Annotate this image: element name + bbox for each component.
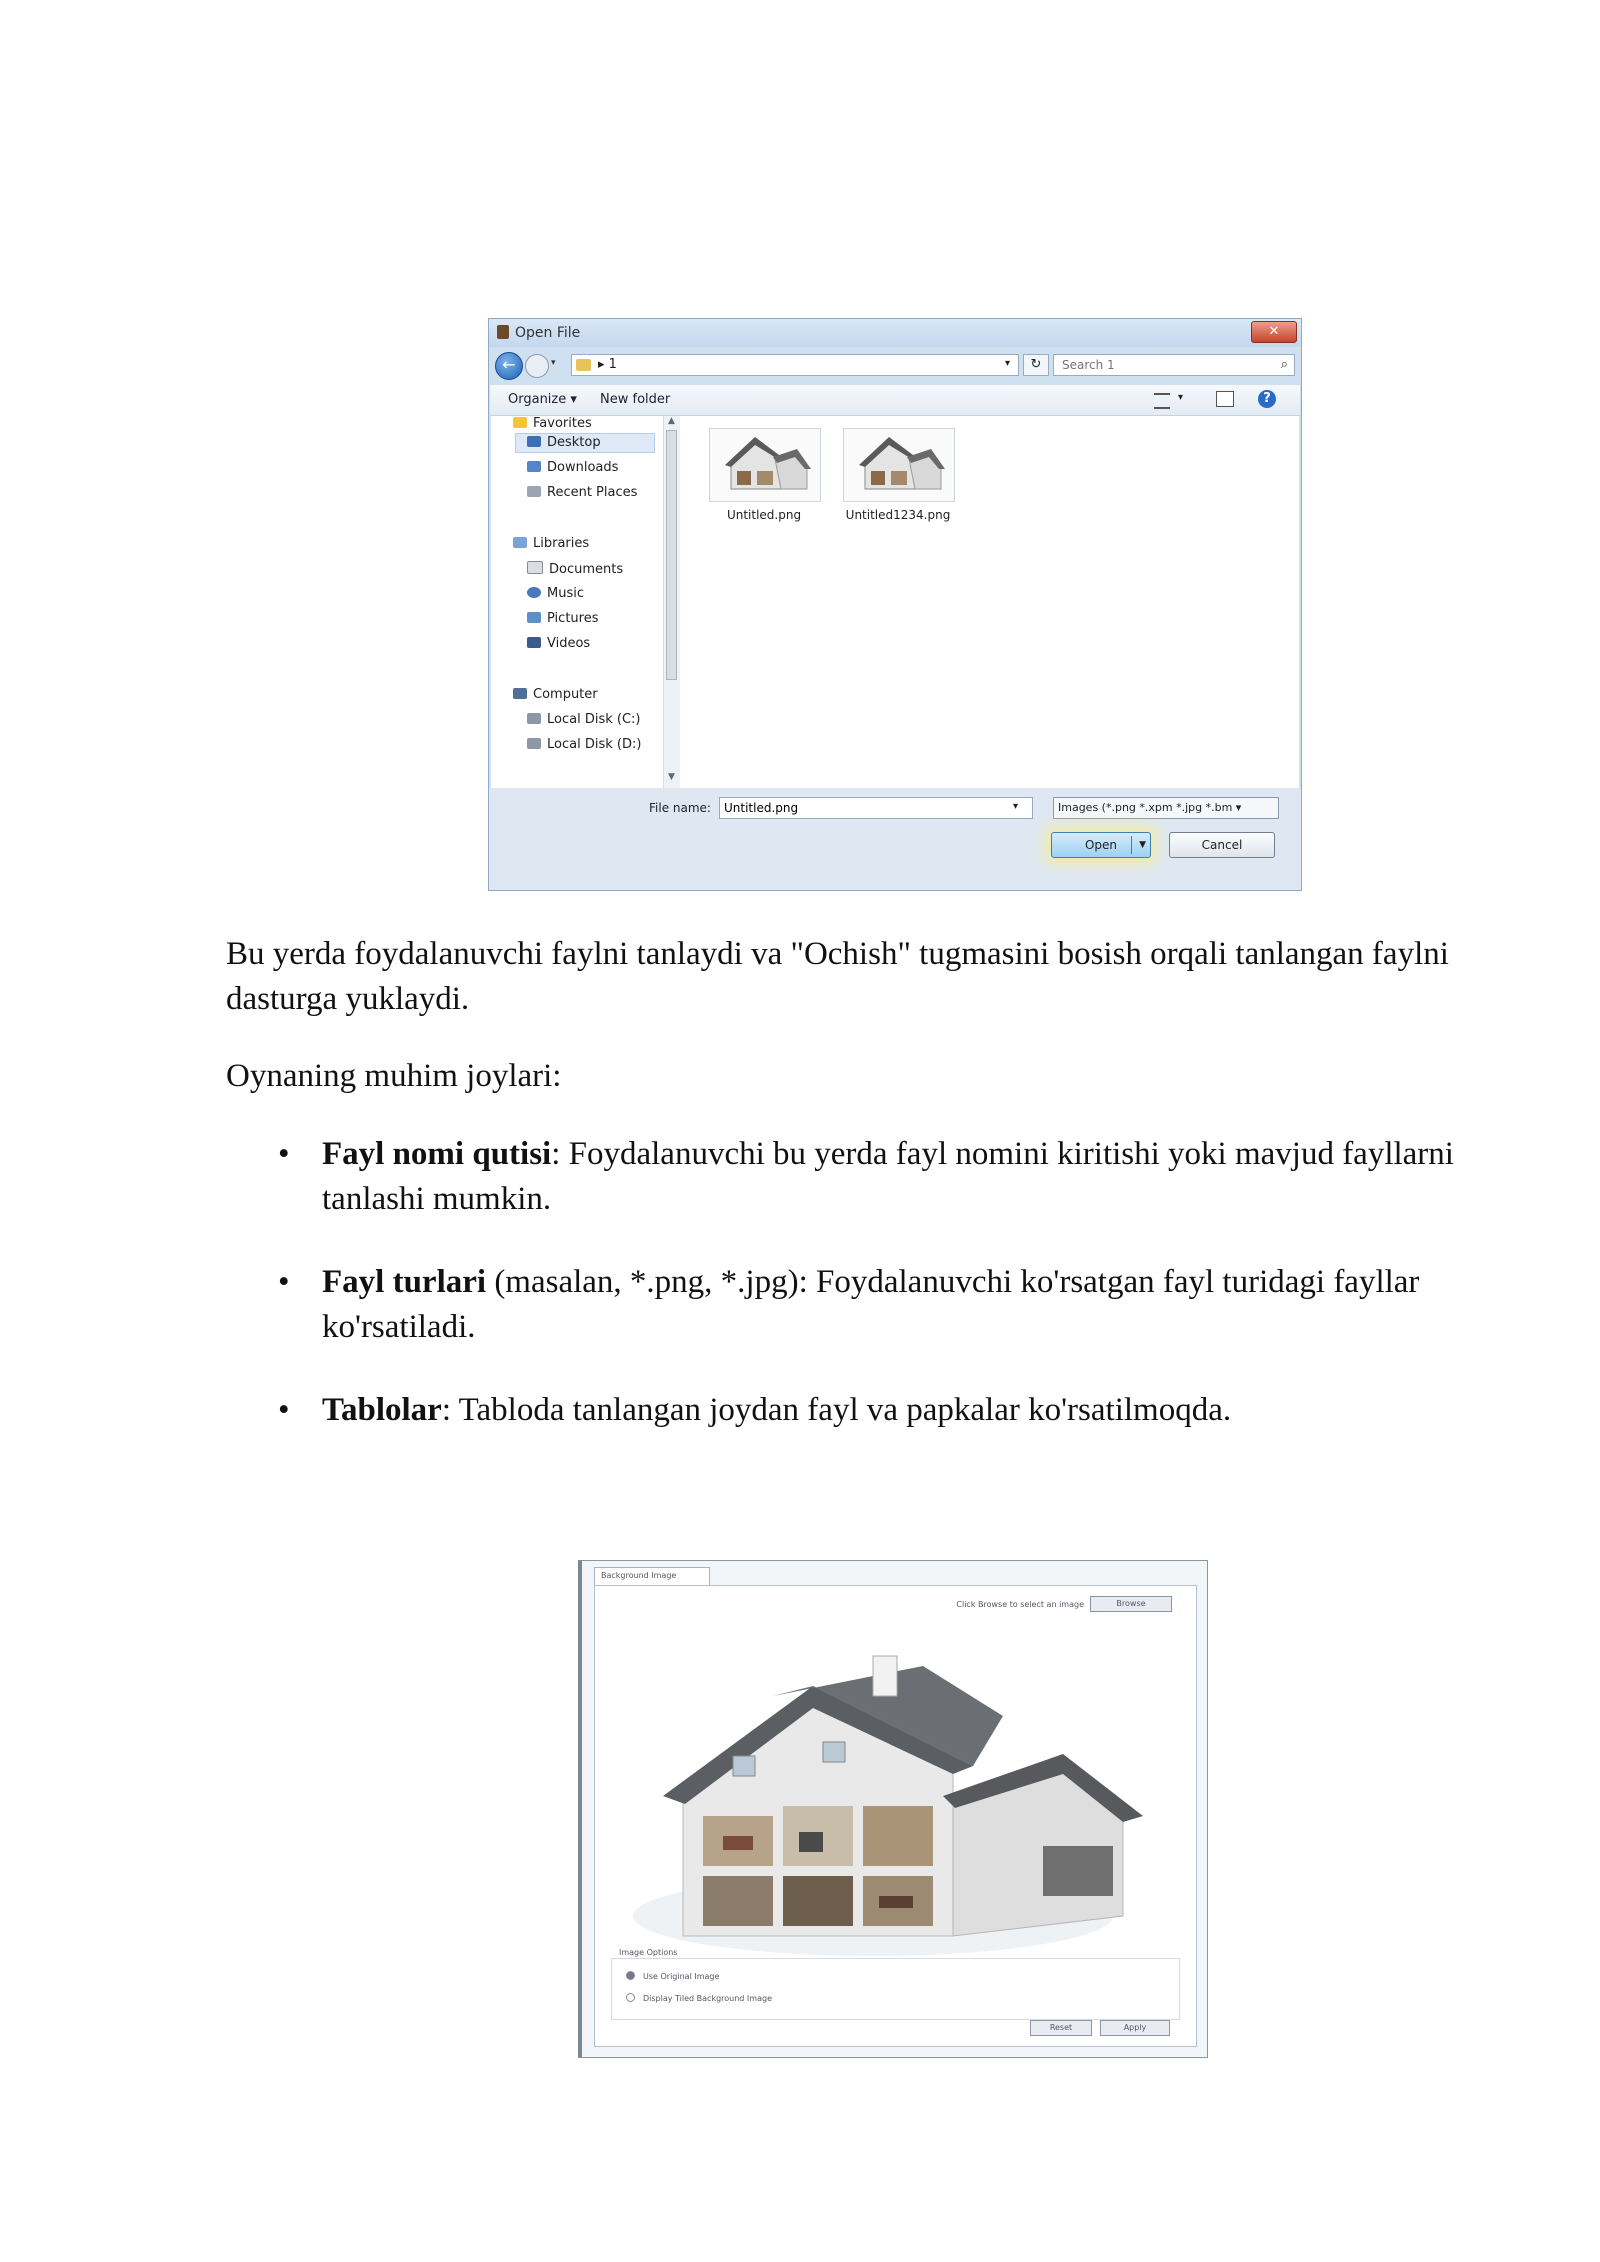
background-image-panel-screenshot: [578, 1560, 1208, 2058]
star-icon: [513, 417, 527, 428]
nav-label: Videos: [547, 636, 591, 651]
nav-music[interactable]: [527, 586, 584, 601]
bullet-icon: •: [278, 1392, 290, 1428]
list-item-text: : Foydalanuvchi bu yerda fayl nomini kiritishi yoki mavjud fayllarni tanlashi mumkin.: [322, 1136, 1454, 1217]
option-display-tiled[interactable]: [626, 1993, 772, 2003]
address-bar[interactable]: [571, 354, 1019, 376]
file-type-select[interactable]: Images (*.png *.xpm *.jpg *.bm ▾: [1053, 797, 1279, 819]
radio-selected-icon[interactable]: [626, 1971, 635, 1980]
house-thumbnail-icon: [843, 428, 955, 502]
scroll-down-icon[interactable]: ▼: [668, 772, 675, 782]
reset-button[interactable]: Reset: [1030, 2020, 1092, 2036]
image-options-group: [611, 1958, 1180, 2020]
list-item-term: Fayl nomi qutisi: [322, 1136, 552, 1172]
nav-label: Recent Places: [547, 485, 638, 500]
nav-recent-places[interactable]: [527, 485, 637, 500]
refresh-icon[interactable]: ↻: [1023, 354, 1049, 376]
nav-label: Downloads: [547, 460, 619, 475]
command-toolbar: [490, 385, 1300, 416]
nav-documents[interactable]: [527, 561, 623, 577]
file-name-input[interactable]: [719, 797, 1033, 819]
dialog-title: Open File: [515, 325, 581, 341]
browse-button[interactable]: Browse: [1090, 1596, 1172, 1612]
list-item-term: Fayl turlari: [322, 1264, 487, 1300]
scrollbar-thumb[interactable]: [666, 430, 677, 680]
nav-label: Pictures: [547, 611, 599, 626]
file-tile[interactable]: [843, 428, 953, 522]
nav-label: Local Disk (C:): [547, 712, 641, 727]
house-cutaway-image: [623, 1646, 1163, 1966]
nav-label: Local Disk (D:): [547, 737, 642, 752]
nav-desktop[interactable]: [527, 435, 601, 450]
list-item-text: (masalan, *.png, *.jpg): Foydalanuvchi ko'rsatgan fayl turidagi fayllar ko'rsatiladi.: [322, 1264, 1420, 1345]
paragraph-intro: Bu yerda foydalanuvchi faylni tanlaydi va "Ochish" tugmasini bosish orqali tanlangan faylni dasturga yuklaydi.: [226, 936, 1449, 1017]
browse-hint: Click Browse to select an image: [956, 1600, 1084, 1609]
bullet-icon: •: [278, 1136, 290, 1172]
file-type-value: Images (*.png *.xpm *.jpg *.bm: [1058, 801, 1233, 814]
documents-icon: [527, 561, 543, 574]
pictures-icon: [527, 612, 541, 623]
option-use-original[interactable]: [626, 1971, 719, 1981]
nav-label: Desktop: [547, 435, 601, 450]
recent-locations-chevron-icon[interactable]: ▾: [551, 358, 556, 368]
view-list-icon[interactable]: [1154, 393, 1170, 409]
list-item: [226, 1132, 1526, 1222]
view-options-chevron-icon[interactable]: ▾: [1178, 392, 1184, 403]
close-button[interactable]: ✕: [1251, 321, 1297, 343]
nav-computer[interactable]: [513, 687, 598, 702]
nav-label: Music: [547, 586, 584, 601]
cancel-button[interactable]: Cancel: [1169, 832, 1275, 858]
open-button[interactable]: [1051, 832, 1151, 858]
libraries-icon: [513, 537, 527, 548]
drive-icon: [527, 738, 541, 749]
navigation-row: [489, 349, 1301, 381]
chevron-down-icon[interactable]: ▾: [1013, 801, 1019, 812]
paragraph-important-areas: Oynaning muhim joylari:: [226, 1058, 562, 1094]
organize-button[interactable]: Organize ▾: [508, 392, 577, 407]
search-box[interactable]: [1053, 354, 1295, 376]
navigation-pane: [491, 416, 663, 788]
split-separator: [1131, 836, 1132, 854]
downloads-icon: [527, 461, 541, 472]
nav-libraries[interactable]: [513, 536, 589, 551]
file-name-field-label: File name:: [649, 801, 711, 815]
breadcrumb[interactable]: ▸ 1: [598, 357, 617, 372]
help-icon[interactable]: ?: [1258, 390, 1276, 408]
search-input[interactable]: [1060, 357, 1264, 373]
nav-downloads[interactable]: [527, 460, 618, 475]
bullet-icon: •: [278, 1264, 290, 1300]
tab-panel: [594, 1585, 1197, 2047]
nav-local-disk-d[interactable]: [527, 737, 641, 752]
file-tile[interactable]: [709, 428, 819, 522]
desktop-icon: [527, 436, 541, 447]
nav-label: Libraries: [533, 536, 590, 551]
chevron-down-icon[interactable]: ▼: [1139, 840, 1146, 850]
videos-icon: [527, 637, 541, 648]
forward-arrow-icon[interactable]: [525, 354, 549, 378]
music-icon: [527, 587, 541, 598]
nav-label: Favorites: [533, 416, 592, 431]
option-label: Display Tiled Background Image: [643, 1994, 772, 2003]
bullet-list: [226, 1132, 1526, 1471]
preview-pane-icon[interactable]: [1216, 391, 1234, 407]
list-item: [226, 1388, 1526, 1433]
tab-background-image[interactable]: Background Image: [594, 1567, 710, 1585]
list-item-text: : Tabloda tanlangan joydan fayl va papkalar ko'rsatilmoqda.: [441, 1392, 1232, 1428]
drive-icon: [527, 713, 541, 724]
apply-button[interactable]: Apply: [1100, 2020, 1170, 2036]
list-item: [226, 1260, 1526, 1350]
option-label: Use Original Image: [643, 1972, 720, 1981]
nav-pictures[interactable]: [527, 611, 598, 626]
chevron-down-icon[interactable]: ▾: [1004, 358, 1010, 369]
file-name-label: Untitled.png: [726, 508, 802, 522]
dialog-titlebar: [489, 319, 1301, 347]
new-folder-button[interactable]: New folder: [600, 392, 671, 407]
open-file-dialog-screenshot: [488, 318, 1302, 891]
list-item-term: Tablolar: [322, 1392, 442, 1428]
folder-icon: [576, 359, 591, 371]
nav-label: Computer: [533, 687, 598, 702]
back-arrow-icon[interactable]: ←: [495, 352, 523, 380]
search-icon[interactable]: ⌕: [1280, 357, 1288, 372]
nav-videos[interactable]: [527, 636, 590, 651]
scroll-up-icon[interactable]: ▲: [668, 416, 675, 426]
recent-places-icon: [527, 486, 541, 497]
nav-favorites[interactable]: [513, 416, 592, 431]
house-thumbnail-icon: [709, 428, 821, 502]
nav-label: Documents: [549, 562, 624, 577]
file-name-label: Untitled1234.png: [845, 508, 951, 522]
dialog-body: [491, 416, 1299, 788]
nav-pane-scrollbar[interactable]: [663, 416, 680, 788]
radio-icon[interactable]: [626, 1993, 635, 2002]
app-icon: [497, 325, 509, 339]
dialog-footer: [489, 788, 1301, 891]
nav-local-disk-c[interactable]: [527, 712, 640, 727]
image-options-title: Image Options: [619, 1948, 678, 1957]
computer-icon: [513, 688, 527, 699]
open-button-label: Open: [1084, 838, 1118, 852]
